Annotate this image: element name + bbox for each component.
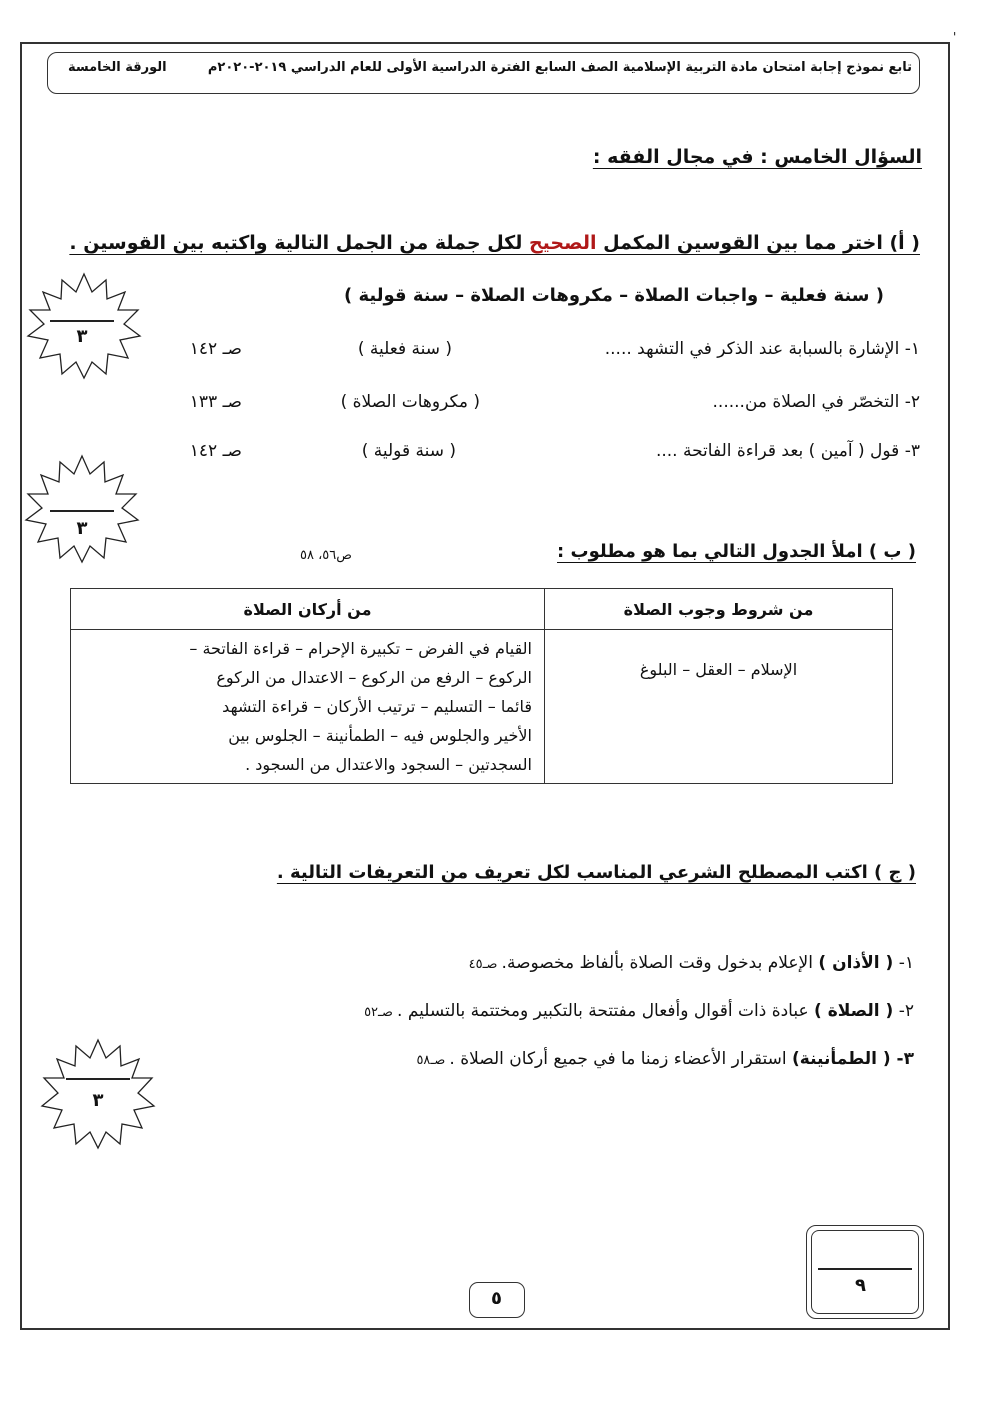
- part-c-item-3-term: ( الطمأنينة): [792, 1049, 891, 1069]
- part-c-item-3: [416, 1049, 914, 1069]
- part-c-item-2-definition: عبادة ذات أقوال وأفعال مفتتحة بالتكبير ومختتمة بالتسليم .: [397, 1001, 815, 1021]
- part-a-instruction-end: لكل جملة من الجمل التالية واكتبه بين القوسين .: [69, 232, 529, 254]
- table-header-row: [71, 589, 893, 630]
- part-a-item-2-answer: ( مكروهات الصلاة ): [340, 392, 480, 412]
- header-conditions: من شروط وجوب الصلاة: [545, 589, 893, 630]
- part-c-item-2-ref: صـ٥٢: [364, 1005, 398, 1020]
- part-a-item-3-ref: صـ ١٤٢: [189, 441, 242, 461]
- corner-mark: ': [953, 30, 957, 44]
- part-a-item-1-ref: صـ ١٤٢: [189, 339, 242, 359]
- part-a-item-2-ref: صـ ١٣٣: [189, 392, 242, 412]
- pillars-line-1: القيام في الفرض – تكبيرة الإحرام – قراءة الفاتحة –: [189, 639, 532, 658]
- part-b-instruction: ( ب ) املأ الجدول التالي بما هو مطلوب :: [557, 541, 916, 562]
- part-c-item-2-term: ( الصلاة ): [814, 1001, 894, 1021]
- part-c-item-1-definition: الإعلام بدخول وقت الصلاة بألفاظ مخصوصة.: [501, 953, 819, 973]
- header-sheet-label: الورقة الخامسة: [68, 60, 167, 75]
- star-2-divider: [50, 510, 114, 512]
- part-c-item-3-num: ٣-: [890, 1049, 914, 1069]
- header-pillars: من أركان الصلاة: [71, 589, 545, 630]
- part-a-options: ( سنة فعلية – واجبات الصلاة – مكروهات الصلاة – سنة قولية ): [344, 285, 884, 306]
- cell-conditions: الإسلام – العقل – البلوغ: [545, 630, 893, 784]
- part-c-item-3-ref: صـ٥٨: [416, 1053, 450, 1068]
- part-a-item-1-answer: ( سنة فعلية ): [357, 339, 452, 359]
- part-c-item-1: [469, 953, 914, 973]
- part-c-item-2-num: ٢-: [893, 1001, 914, 1021]
- total-score-divider: [818, 1268, 912, 1270]
- part-a-item-1-text: ١- الإشارة بالسبابة عند الذكر في التشهد .....: [604, 339, 920, 359]
- part-a-item-2-text: ٢- التخصّر في الصلاة من......: [712, 392, 920, 412]
- part-c-item-1-num: ١-: [893, 953, 914, 973]
- pillars-line-4: الأخير والجلوس فيه – الطمأنينة – الجلوس بين: [228, 726, 532, 745]
- part-b-ref: ص٥٦، ٥٨: [300, 548, 352, 563]
- pillars-line-5: السجدتين – السجود والاعتدال من السجود .: [245, 755, 532, 774]
- starburst-icon: [22, 270, 146, 380]
- pillars-line-2: الركوع – الرفع من الركوع – الاعتدال من الركوع: [216, 668, 532, 687]
- cell-pillars: [71, 630, 545, 784]
- part-c-item-1-ref: صـ٤٥: [468, 957, 502, 972]
- table-row: [71, 630, 893, 784]
- part-c-instruction: ( ج ) اكتب المصطلح الشرعي المناسب لكل تعريف من التعريفات التالية .: [276, 862, 916, 883]
- pillars-line-3: قائما – التسليم – ترتيب الأركان – قراءة التشهد: [222, 697, 532, 716]
- total-score-inner: [811, 1230, 919, 1314]
- page-number: ٥: [491, 1288, 502, 1309]
- question-title: السؤال الخامس : في مجال الفقه :: [592, 146, 922, 168]
- header-title: تابع نموذج إجابة امتحان مادة التربية الإسلامية الصف السابع الفترة الدراسية الأولى للعام الدراسي ٢٠١٩-٢٠٢٠م: [207, 60, 912, 75]
- part-a-item-3-text: ٣- قول ( آمين ) بعد قراءة الفاتحة ....: [655, 441, 920, 461]
- star-3-score: ٣: [92, 1090, 104, 1111]
- part-c-item-1-term: ( الأذان ): [818, 953, 894, 973]
- star-1-divider: [50, 320, 114, 322]
- total-score: ٩: [855, 1275, 866, 1296]
- star-3-divider: [66, 1078, 130, 1080]
- part-a-instruction-start: ( أ) اختر مما بين القوسين المكمل: [596, 232, 920, 254]
- part-a-instruction: [69, 232, 920, 254]
- conditions-pillars-table: [70, 588, 893, 784]
- part-c-item-3-definition: استقرار الأعضاء زمنا ما في جميع أركان الصلاة .: [449, 1049, 793, 1069]
- star-2-score: ٣: [76, 518, 88, 539]
- part-c-item-2: [364, 1001, 914, 1021]
- starburst-icon: [20, 452, 144, 566]
- star-1-score: ٣: [76, 326, 88, 347]
- part-a-item-3-answer: ( سنة قولية ): [361, 441, 456, 461]
- part-a-instruction-highlight: الصحيح: [528, 232, 597, 254]
